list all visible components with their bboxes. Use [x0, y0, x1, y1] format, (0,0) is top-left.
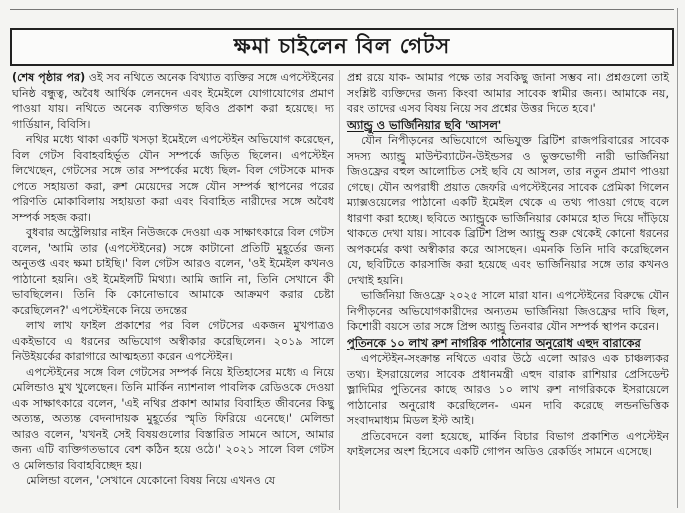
- left-paragraph-1: (শেষ পৃষ্ঠার পর) ওই সব নথিতে অনেক বিখ্যাত ব্যক্তির সঙ্গে এপস্টেইনের ঘনিষ্ঠ বন্ধুত্ব, অবৈধ আর্থিক লেনদেন এবং ইমেইলে যোগাযোগের প্রমাণ পাওয়া যায়। নথিতে অনেক ব্যক্তিগত ছবিও প্রকাশ করা হয়েছে। দ্য গার্ডিয়ান, বিবিসি।: [12, 71, 335, 131]
- continuation-label: (শেষ পৃষ্ঠার পর): [12, 71, 86, 84]
- left-paragraph-5: এপস্টেইনের সঙ্গে বিল গেটসের সম্পর্ক নিয়ে ইতিহাসের মধ্যে এ নিয়ে মেলিন্ডাও মুখ খুলেছেন। তিনি মার্কিন ন্যাশনাল পাবলিক রেডিওকে দেওয়া এক সাক্ষাৎকারে বলেন, 'এই নথির প্রকাশ আমার বিবাহিত জীবনের কিছু অত্যন্ত, অত্যন্ত বেদনাদায়ক মুহূর্তের স্মৃতি ফিরিয়ে এনেছে।' মেলিন্ডা আরও বলেন, 'যখনই সেই বিষয়গুলোর বিস্তারিত সামনে আসে, আমার জন্য এটি ব্যক্তিগতভাবে বেশ কঠিন হয়ে ওঠে।' ২০২১ সালে বিল গেটস ও মেলিন্ডার বিবাহবিচ্ছেদ হয়।: [12, 365, 334, 472]
- right-paragraph-1: যৌন নিপীড়নের অভিযোগে অভিযুক্ত ব্রিটিশ রাজপরিবারের সাবেক সদস্য অ্যান্ড্রু মাউন্টব্যাটেন-উইন্ডসর ও ভুক্তভোগী নারী ভার্জিনিয়া জিওফ্রের বহুল আলোচিত সেই ছবি যে আসল, তার নতুন প্রমাণ পাওয়া গেছে। যৌন অপরাধী প্রয়াত জেফরি এপস্টেইনের সাবেক প্রেমিকা গিলেন ম্যাক্সওয়েলের পাঠানো একটি ইমেইল থেকে এ তথ্য পাওয়া গেছে বলে ধারণা করা হচ্ছে। ছবিতে অ্যান্ড্রুকে ভার্জিনিয়ার কোমরে হাত দিয়ে দাঁড়িয়ে থাকতে দেখা যায়। সাবেক ব্রিটিশ প্রিন্স অ্যান্ড্রু শুরু থেকেই কোনো ধরনের অপকর্মের কথা অস্বীকার করে আসছেন। এমনকি তিনি দাবি করেছিলেন যে, ছবিটিতে কারসাজি করা হয়েছে এবং ভার্জিনিয়ার সঙ্গে তার কখনও দেখাই হয়নি।: [347, 134, 669, 287]
- headline-box: [10, 28, 674, 66]
- right-paragraph-2: ভার্জিনিয়া জিওফ্রে ২০২৫ সালে মারা যান। এপস্টেইনের বিরুদ্ধে যৌন নিপীড়নের অভিযোগকারীদের অন্যতম ভার্জিনিয়া জিওফ্রের দাবি ছিল, কিশোরী বয়সে তার সঙ্গে প্রিন্স অ্যান্ড্রু তিনবার যৌন সম্পর্ক স্থাপন করেন।: [347, 289, 669, 333]
- right-column: [347, 70, 669, 460]
- right-intro: প্রশ্ন রয়ে যাক- আমার পক্ষে তার সবকিছু জানা সম্ভব না। প্রশ্নগুলো তাই সংশ্লিষ্ট ব্যক্তিদের জন্য কিংবা আমার সাবেক স্বামীর জন্য। আমাকে নয়, বরং তাদের এসব বিষয় নিয়ে সব প্রশ্নের উত্তর দিতে হবে।': [347, 71, 669, 115]
- left-paragraph-2: নথির মধ্যে থাকা একটি খসড়া ইমেইলে এপস্টেইন অভিযোগ করেছেন, বিল গেটস বিবাহবহির্ভূত যৌন সম্পর্কে জড়িত ছিলেন। এপস্টেইন লিখেছেন, গেটসের সঙ্গে তার সম্পর্কের মধ্যে ছিল- বিল গেটসকে মাদক পেতে সহায়তা করা, রুশ মেয়েদের সঙ্গে যৌন সম্পর্ক স্থাপনের পরের পরিণতি মোকাবিলায় সহায়তা করা এবং বিবাহিত নারীদের সঙ্গে অবৈধ সম্পর্ক সহজ করা।: [12, 133, 334, 224]
- right-paragraph-4: প্রতিবেদনে বলা হয়েছে, মার্কিন বিচার বিভাগ প্রকাশিত এপস্টেইন ফাইলসের অংশ হিসেবে একটি গোপন অডিও রেকর্ডিং সামনে এসেছে।: [347, 429, 669, 458]
- top-rule: [10, 9, 674, 10]
- page-edge-rule: [677, 8, 678, 508]
- subheading-barak-putin: পুতিনকে ১০ লাখ রুশ নাগরিক পাঠানোর অনুরোধ এহুদ বারাকের: [347, 335, 641, 350]
- subheading-andrew-virginia: অ্যান্ড্রু ও ভার্জিনিয়ার ছবি 'আসল': [347, 117, 502, 132]
- column-divider: [339, 70, 340, 510]
- left-paragraph-3: বুধবার অস্ট্রেলিয়ার নাইন নিউজকে দেওয়া এক সাক্ষাৎকারে বিল গেটস বলেন, 'আমি তার (এপস্টেইনের) সঙ্গে কাটানো প্রতিটি মুহূর্তের জন্য অনুতপ্ত এবং ক্ষমা চাইছি।' বিল গেটস আরও বলেন, 'ওই ইমেইল কখনও পাঠানো হয়নি। ওই ইমেইলটি মিথ্যা। আমি জানি না, তিনি সেখানে কী ভাবছিলেন। তিনি কি কোনোভাবে আমাকে আক্রমণ করার চেষ্টা করেছিলেন?' এপস্টেইনকে নিয়ে তদন্তের: [12, 226, 334, 317]
- left-paragraph-6: মেলিন্ডা বলেন, 'সেখানে যেকোনো বিষয় নিয়ে এখনও যে: [26, 474, 276, 487]
- right-paragraph-3: এপস্টেইন-সংক্রান্ত নথিতে এবার উঠে এলো আরও এক চাঞ্চল্যকর তথ্য। ইসরায়েলের সাবেক প্রধানমন্ত্রী এহুদ বারাক রাশিয়ার প্রেসিডেন্ট ভ্লাদিমির পুতিনের কাছে আরও ১০ লাখ রুশ নাগরিককে ইসরায়েলে পাঠানোর অনুরোধ করেছিলেন- এমন দাবি করেছে লন্ডনভিত্তিক সংবাদমাধ্যম মিডল ইস্ট আই।: [347, 352, 669, 427]
- left-paragraph-4: লাখ লাখ ফাইল প্রকাশের পর বিল গেটসের একজন মুখপাত্রও একইভাবে এ ধরনের অভিযোগ অস্বীকার করেছিলেন। ২০১৯ সালে নিউইয়র্কের কারাগারে আত্মহত্যা করেন এপস্টেইন।: [12, 319, 334, 363]
- headline: ক্ষমা চাইলেন বিল গেটস: [233, 32, 451, 58]
- left-column: [12, 70, 334, 489]
